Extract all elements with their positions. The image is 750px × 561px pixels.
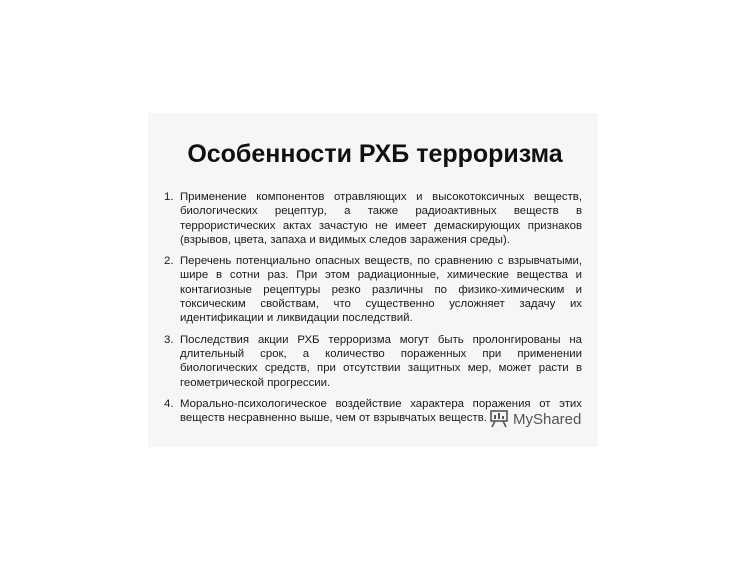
watermark-logo	[489, 410, 581, 428]
list-item-text: Морально-психологическое воздействие характера поражения от этих веществ несравненно выше, чем от взрывчатых веществ.	[180, 397, 582, 425]
presentation-board-icon	[489, 410, 509, 428]
slide-title: Особенности РХБ терроризма	[187, 140, 563, 168]
list-item	[164, 254, 582, 325]
list-item-text: Последствия акции РХБ терроризма могут быть пролонгированы на длительный срок, а количество пораженных при применении биологических средств, при отсутствии защитных мер, может расти в геометрической прогрессии.	[180, 333, 582, 389]
list-item-number: 3.	[164, 333, 174, 346]
list-item	[164, 333, 582, 390]
list-item-text: Перечень потенциально опасных веществ, по сравнению с взрывчатыми, шире в сотни раз. При этом радиационные, химические вещества и контагиозные рецептуры резко различны по физико-химическим и токсическим свойствам, что существенно усложняет задачу их идентификации и ликвидации последствий.	[180, 255, 582, 325]
list-item-number: 2.	[164, 255, 174, 268]
list-item	[164, 190, 582, 247]
list-item-text: Применение компонентов отравляющих и высокотоксичных веществ, биологических рецептур, а также радиоактивных веществ в террористических актах зачастую не имеет демаскирующих признаков (взрывов, цвета, запаха и видимых следов заражения среды).	[180, 191, 582, 246]
list-item-number: 1.	[164, 191, 174, 203]
watermark-text: MyShared	[513, 410, 582, 428]
list-item-number: 4.	[164, 397, 174, 410]
features-list	[164, 190, 582, 432]
